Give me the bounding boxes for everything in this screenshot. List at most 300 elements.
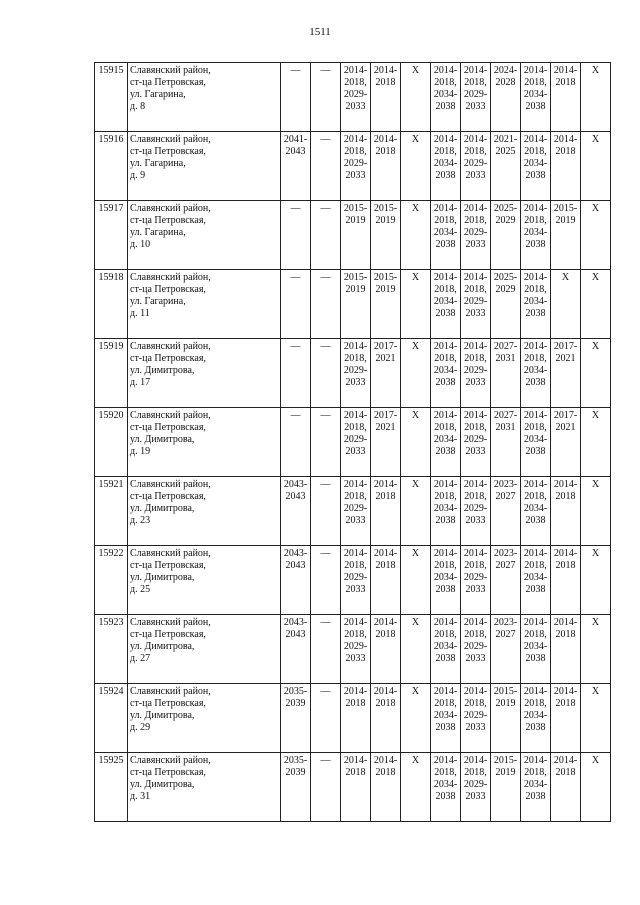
period-cell-7	[461, 753, 491, 822]
cell-line: 2018	[345, 767, 366, 778]
cell-line: 2018,	[524, 560, 547, 571]
period-cell-11	[581, 408, 611, 477]
cell-line: X	[591, 203, 600, 214]
cell-line: 2018,	[434, 146, 457, 157]
cell-line: 2033	[465, 584, 486, 595]
cell-line: 2018,	[464, 353, 487, 364]
cell-line: 2033	[345, 515, 366, 526]
period-cell-1	[281, 201, 311, 270]
cell-line: 2014-	[373, 65, 398, 76]
table-row	[95, 408, 611, 477]
period-cell-10	[551, 63, 581, 132]
cell-line: 2018,	[434, 698, 457, 709]
cell-line: 2014-	[463, 755, 488, 766]
cell-line: 2019	[375, 284, 396, 295]
cell-line: ст-ца Петровская,	[130, 698, 206, 709]
period-cell-9	[521, 270, 551, 339]
row-number-cell: 15925	[95, 753, 128, 822]
cell-line: 2043-	[283, 617, 308, 628]
cell-line: 2033	[465, 239, 486, 250]
cell-line: ст-ца Петровская,	[130, 284, 206, 295]
cell-line: 2014-	[553, 617, 578, 628]
cell-line: 2018,	[344, 77, 367, 88]
cell-line: 2033	[465, 791, 486, 802]
cell-line: 2018,	[524, 629, 547, 640]
cell-line: 2033	[345, 584, 366, 595]
cell-line: д. 31	[130, 791, 151, 802]
table-row	[95, 201, 611, 270]
address-cell	[128, 615, 281, 684]
cell-line: 2018,	[434, 422, 457, 433]
cell-line: д. 29	[130, 722, 151, 733]
cell-line: 2038	[525, 308, 546, 319]
period-cell-9	[521, 615, 551, 684]
cell-line: 2018,	[344, 353, 367, 364]
cell-line: 2034-	[523, 503, 548, 514]
cell-line: 2034-	[523, 572, 548, 583]
period-cell-4	[371, 201, 401, 270]
cell-line: 2014-	[463, 548, 488, 559]
cell-line: —	[290, 203, 301, 214]
cell-line: 2014-	[523, 272, 548, 283]
cell-line: 2021	[555, 353, 576, 364]
period-cell-8	[491, 615, 521, 684]
period-cell-4	[371, 408, 401, 477]
period-cell-5	[401, 477, 431, 546]
cell-line: 2043-	[283, 479, 308, 490]
cell-line: 2033	[345, 653, 366, 664]
cell-line: 2018	[375, 560, 396, 571]
address-cell	[128, 63, 281, 132]
cell-line: ул. Димитрова,	[130, 365, 195, 376]
period-cell-4	[371, 63, 401, 132]
cell-line: X	[411, 686, 420, 697]
cell-line: X	[591, 755, 600, 766]
cell-line: д. 19	[130, 446, 151, 457]
cell-line: 2018,	[464, 422, 487, 433]
cell-line: —	[290, 341, 301, 352]
cell-line: д. 23	[130, 515, 151, 526]
cell-line: 2018	[375, 629, 396, 640]
cell-line: 2018,	[434, 77, 457, 88]
cell-line: 2033	[465, 722, 486, 733]
cell-line: 2034-	[523, 158, 548, 169]
row-number-cell: 15919	[95, 339, 128, 408]
cell-line: ул. Димитрова,	[130, 572, 195, 583]
period-cell-11	[581, 339, 611, 408]
schedule-table	[94, 62, 611, 822]
cell-line: 2038	[435, 239, 456, 250]
cell-line: Славянский район,	[130, 65, 211, 76]
period-cell-4	[371, 684, 401, 753]
cell-line: 2034-	[523, 227, 548, 238]
period-cell-5	[401, 132, 431, 201]
cell-line: —	[320, 272, 331, 283]
cell-line: 2018,	[524, 491, 547, 502]
address-cell	[128, 339, 281, 408]
cell-line: 2034-	[523, 89, 548, 100]
cell-line: X	[591, 410, 600, 421]
cell-line: 2014-	[373, 755, 398, 766]
address-cell	[128, 753, 281, 822]
cell-line: 2018,	[464, 629, 487, 640]
cell-line: 2029-	[343, 158, 368, 169]
cell-line: 2034-	[523, 296, 548, 307]
period-cell-1	[281, 477, 311, 546]
cell-line: —	[320, 617, 331, 628]
cell-line: 2034-	[433, 641, 458, 652]
cell-line: 2018,	[464, 146, 487, 157]
cell-line: 2019	[555, 215, 576, 226]
period-cell-5	[401, 408, 431, 477]
cell-line: Славянский район,	[130, 755, 211, 766]
cell-line: 2038	[435, 446, 456, 457]
period-cell-7	[461, 615, 491, 684]
cell-line: Славянский район,	[130, 410, 211, 421]
cell-line: ст-ца Петровская,	[130, 491, 206, 502]
cell-line: 2018,	[434, 767, 457, 778]
cell-line: 2014-	[433, 203, 458, 214]
period-cell-1	[281, 753, 311, 822]
cell-line: ст-ца Петровская,	[130, 767, 206, 778]
cell-line: ул. Гагарина,	[130, 158, 186, 169]
cell-line: 2018	[375, 146, 396, 157]
cell-line: ст-ца Петровская,	[130, 422, 206, 433]
period-cell-11	[581, 684, 611, 753]
cell-line: 2015-	[493, 755, 518, 766]
cell-line: 2018	[555, 491, 576, 502]
cell-line: 2014-	[463, 65, 488, 76]
cell-line: 2018,	[344, 146, 367, 157]
cell-line: X	[411, 203, 420, 214]
cell-line: 2027-	[493, 410, 518, 421]
cell-line: 2033	[465, 446, 486, 457]
period-cell-11	[581, 615, 611, 684]
cell-line: 2029	[495, 284, 516, 295]
cell-line: 2015-	[553, 203, 578, 214]
cell-line: X	[411, 65, 420, 76]
cell-line: 2014-	[343, 686, 368, 697]
cell-line: 2014-	[373, 479, 398, 490]
cell-line: 2014-	[343, 548, 368, 559]
address-cell	[128, 546, 281, 615]
cell-line: ул. Гагарина,	[130, 296, 186, 307]
cell-line: 2027	[495, 491, 516, 502]
table-row	[95, 63, 611, 132]
period-cell-8	[491, 201, 521, 270]
cell-line: 2038	[525, 584, 546, 595]
table-row	[95, 477, 611, 546]
cell-line: ул. Димитрова,	[130, 710, 195, 721]
cell-line: 2029-	[463, 158, 488, 169]
cell-line: 2034-	[433, 434, 458, 445]
period-cell-9	[521, 546, 551, 615]
cell-line: 2038	[525, 515, 546, 526]
cell-line: 2018,	[524, 422, 547, 433]
cell-line: 2014-	[343, 341, 368, 352]
cell-line: 2025	[495, 146, 516, 157]
cell-line: Славянский район,	[130, 548, 211, 559]
cell-line: 2015-	[493, 686, 518, 697]
period-cell-10	[551, 339, 581, 408]
cell-line: 2027	[495, 560, 516, 571]
table-row	[95, 684, 611, 753]
cell-line: 2018	[555, 560, 576, 571]
cell-line: 2038	[525, 101, 546, 112]
table-body	[95, 63, 611, 822]
cell-line: 2014-	[553, 755, 578, 766]
cell-line: 2038	[435, 377, 456, 388]
row-number-cell: 15921	[95, 477, 128, 546]
cell-line: 2028	[495, 77, 516, 88]
period-cell-7	[461, 408, 491, 477]
cell-line: 2043	[285, 629, 306, 640]
cell-line: Славянский район,	[130, 272, 211, 283]
cell-line: ул. Димитрова,	[130, 641, 195, 652]
table-row	[95, 615, 611, 684]
cell-line: 2033	[465, 170, 486, 181]
cell-line: 2014-	[553, 134, 578, 145]
cell-line: д. 10	[130, 239, 151, 250]
cell-line: 2017-	[553, 341, 578, 352]
cell-line: 2029-	[463, 227, 488, 238]
period-cell-8	[491, 132, 521, 201]
cell-line: 2018,	[344, 491, 367, 502]
cell-line: 2017-	[553, 410, 578, 421]
table-row	[95, 753, 611, 822]
period-cell-3	[341, 684, 371, 753]
cell-line: X	[411, 341, 420, 352]
cell-line: 2034-	[433, 710, 458, 721]
cell-line: 2018	[375, 77, 396, 88]
cell-line: 2015-	[343, 272, 368, 283]
period-cell-8	[491, 408, 521, 477]
cell-line: Славянский район,	[130, 341, 211, 352]
period-cell-1	[281, 132, 311, 201]
period-cell-7	[461, 684, 491, 753]
period-cell-2	[311, 339, 341, 408]
cell-line: —	[320, 134, 331, 145]
period-cell-11	[581, 753, 611, 822]
cell-line: X	[591, 134, 600, 145]
row-number-cell: 15917	[95, 201, 128, 270]
cell-line: X	[411, 755, 420, 766]
cell-line: 2015-	[373, 203, 398, 214]
period-cell-6	[431, 132, 461, 201]
cell-line: 2018,	[524, 353, 547, 364]
cell-line: 2038	[525, 446, 546, 457]
row-number-cell: 15920	[95, 408, 128, 477]
cell-line: 2014-	[463, 203, 488, 214]
period-cell-3	[341, 615, 371, 684]
cell-line: 2018,	[434, 353, 457, 364]
period-cell-5	[401, 339, 431, 408]
cell-line: 2014-	[373, 134, 398, 145]
cell-line: ст-ца Петровская,	[130, 353, 206, 364]
period-cell-10	[551, 753, 581, 822]
table-row	[95, 270, 611, 339]
cell-line: 2038	[435, 515, 456, 526]
period-cell-9	[521, 201, 551, 270]
cell-line: 2027	[495, 629, 516, 640]
table-row	[95, 132, 611, 201]
cell-line: ст-ца Петровская,	[130, 560, 206, 571]
cell-line: д. 27	[130, 653, 151, 664]
cell-line: X	[411, 617, 420, 628]
period-cell-10	[551, 477, 581, 546]
period-cell-2	[311, 684, 341, 753]
address-cell	[128, 477, 281, 546]
cell-line: 2014-	[523, 341, 548, 352]
cell-line: 2018	[555, 146, 576, 157]
period-cell-1	[281, 615, 311, 684]
cell-line: X	[561, 272, 570, 283]
cell-line: д. 17	[130, 377, 151, 388]
cell-line: X	[411, 272, 420, 283]
cell-line: 2018,	[464, 215, 487, 226]
period-cell-9	[521, 684, 551, 753]
period-cell-9	[521, 753, 551, 822]
row-number-cell: 15923	[95, 615, 128, 684]
cell-line: X	[591, 479, 600, 490]
cell-line: —	[320, 548, 331, 559]
cell-line: 2018,	[524, 215, 547, 226]
period-cell-2	[311, 63, 341, 132]
period-cell-1	[281, 408, 311, 477]
cell-line: 2014-	[553, 65, 578, 76]
cell-line: д. 11	[130, 308, 150, 319]
cell-line: 2021-	[493, 134, 518, 145]
period-cell-6	[431, 63, 461, 132]
cell-line: 2025-	[493, 272, 518, 283]
period-cell-8	[491, 546, 521, 615]
cell-line: 2038	[435, 722, 456, 733]
cell-line: 2034-	[523, 641, 548, 652]
period-cell-3	[341, 477, 371, 546]
cell-line: ст-ца Петровская,	[130, 146, 206, 157]
cell-line: 2014-	[373, 548, 398, 559]
cell-line: X	[591, 548, 600, 559]
cell-line: —	[290, 272, 301, 283]
cell-line: Славянский район,	[130, 617, 211, 628]
cell-line: 2014-	[523, 410, 548, 421]
cell-line: 2033	[465, 653, 486, 664]
period-cell-11	[581, 477, 611, 546]
period-cell-8	[491, 270, 521, 339]
period-cell-2	[311, 270, 341, 339]
period-cell-1	[281, 684, 311, 753]
cell-line: 2034-	[433, 89, 458, 100]
cell-line: ул. Димитрова,	[130, 779, 195, 790]
period-cell-4	[371, 615, 401, 684]
cell-line: 2018,	[524, 767, 547, 778]
cell-line: 2019	[495, 767, 516, 778]
cell-line: ул. Гагарина,	[130, 89, 186, 100]
cell-line: 2014-	[433, 341, 458, 352]
cell-line: 2029-	[463, 779, 488, 790]
period-cell-3	[341, 132, 371, 201]
cell-line: 2014-	[523, 686, 548, 697]
row-number-cell: 15915	[95, 63, 128, 132]
address-cell	[128, 132, 281, 201]
cell-line: 2029-	[463, 710, 488, 721]
cell-line: 2024-	[493, 65, 518, 76]
period-cell-10	[551, 132, 581, 201]
cell-line: 2018	[555, 629, 576, 640]
cell-line: 2018,	[434, 629, 457, 640]
cell-line: 2043	[285, 491, 306, 502]
cell-line: 2018,	[524, 146, 547, 157]
cell-line: 2014-	[463, 617, 488, 628]
cell-line: 2034-	[523, 434, 548, 445]
cell-line: 2027-	[493, 341, 518, 352]
cell-line: ст-ца Петровская,	[130, 629, 206, 640]
period-cell-9	[521, 63, 551, 132]
cell-line: 2018,	[434, 491, 457, 502]
period-cell-3	[341, 408, 371, 477]
cell-line: ул. Димитрова,	[130, 434, 195, 445]
period-cell-9	[521, 477, 551, 546]
cell-line: 2018,	[524, 284, 547, 295]
period-cell-4	[371, 132, 401, 201]
period-cell-4	[371, 339, 401, 408]
cell-line: 2033	[465, 308, 486, 319]
cell-line: 2014-	[553, 479, 578, 490]
cell-line: 2029-	[343, 503, 368, 514]
cell-line: 2014-	[433, 134, 458, 145]
period-cell-7	[461, 132, 491, 201]
cell-line: 2033	[345, 101, 366, 112]
period-cell-4	[371, 270, 401, 339]
cell-line: 2029-	[463, 89, 488, 100]
cell-line: —	[320, 479, 331, 490]
cell-line: 2014-	[553, 686, 578, 697]
period-cell-11	[581, 132, 611, 201]
cell-line: 2034-	[433, 572, 458, 583]
cell-line: 2033	[345, 377, 366, 388]
cell-line: 2014-	[343, 755, 368, 766]
cell-line: 2014-	[523, 65, 548, 76]
cell-line: 2021	[375, 422, 396, 433]
cell-line: ст-ца Петровская,	[130, 77, 206, 88]
cell-line: 2014-	[523, 479, 548, 490]
address-cell	[128, 408, 281, 477]
cell-line: 2018,	[464, 77, 487, 88]
cell-line: 2018,	[344, 560, 367, 571]
cell-line: 2014-	[523, 755, 548, 766]
cell-line: 2038	[435, 791, 456, 802]
cell-line: 2033	[345, 446, 366, 457]
cell-line: 2019	[345, 284, 366, 295]
cell-line: 2038	[525, 239, 546, 250]
cell-line: 2041-	[283, 134, 308, 145]
period-cell-10	[551, 408, 581, 477]
cell-line: Славянский район,	[130, 134, 211, 145]
table-row	[95, 546, 611, 615]
row-number-cell: 15918	[95, 270, 128, 339]
cell-line: 2029-	[463, 503, 488, 514]
period-cell-1	[281, 546, 311, 615]
cell-line: 2018,	[434, 284, 457, 295]
cell-line: 2034-	[523, 365, 548, 376]
period-cell-2	[311, 408, 341, 477]
period-cell-10	[551, 201, 581, 270]
cell-line: Славянский район,	[130, 203, 211, 214]
period-cell-6	[431, 753, 461, 822]
period-cell-3	[341, 63, 371, 132]
period-cell-6	[431, 201, 461, 270]
cell-line: 2021	[555, 422, 576, 433]
